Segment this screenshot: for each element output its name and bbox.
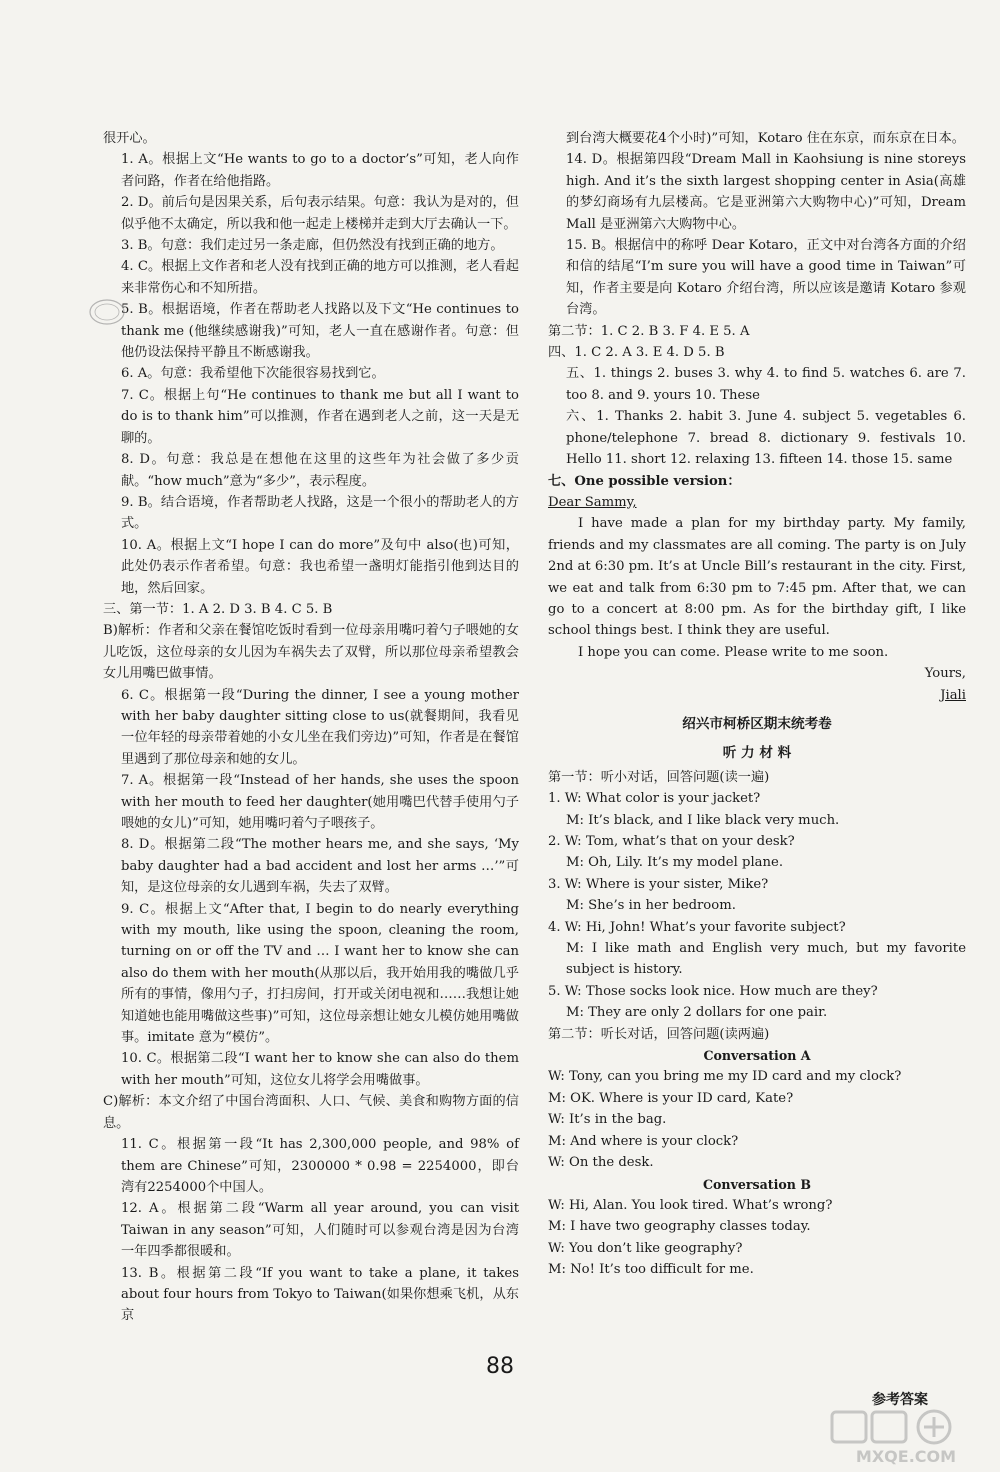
answer-paragraph: 第一节：听小对话，回答问题(读一遍) (548, 769, 770, 785)
answer-paragraph: M: I have two geography classes today. (548, 1219, 811, 1235)
answer-paragraph: I have made a plan for my birthday party. My family, friends and my classmates are all coming. The party is on July 2nd at 6:30 pm. It’s at Uncle Bill’s restaurant in the city. First, we eat and talk from 6:30 pm to 7:45 pm. After that, we can go to a concert at 8:00 pm. As for the birthday gift, I like school things best. I think they are useful. (548, 516, 967, 639)
answer-paragraph: 15. B。根据信中的称呼 Dear Kotaro，正文中对台湾各方面的介绍和信的结尾“I’m sure you will have a good time in Taiwan”可知，作者主要是向 Kotaro 介绍台湾，所以应该是邀请 Kotaro 参观台湾。 (566, 238, 966, 318)
answer-paragraph: 12. A。根据第二段“Warm all year around, you can visit Taiwan in any season”可知，人们随时可以参观台湾是因为台湾一年四季都很暖和。 (121, 1201, 519, 1260)
answer-paragraph: 9. B。结合语境，作者帮助老人找路，这是一个很小的帮助老人的方式。 (121, 494, 519, 532)
answer-paragraph: 七、One possible version： (548, 473, 741, 489)
answer-paragraph: W: Hi, Alan. You look tired. What’s wrong? (548, 1197, 833, 1213)
answer-paragraph: M: It’s black, and I like black very much. (566, 812, 840, 828)
answer-paragraph: Conversation B (703, 1176, 811, 1192)
answer-paragraph: Yours, (924, 666, 966, 682)
answer-paragraph: 第二节：听长对话，回答问题(读两遍) (548, 1026, 770, 1042)
answer-paragraph: 1. A。根据上文“He wants to go to a doctor’s”可知，老人向作者问路，作者在给他指路。 (121, 152, 519, 189)
answer-paragraph: 3. W: Where is your sister, Mike? (548, 876, 769, 892)
answer-paragraph: I hope you can come. Please write to me soon. (578, 644, 889, 660)
answer-paragraph: 六、1. Thanks 2. habit 3. June 4. subject 5. vegetables 6. phone/telephone 7. bread 8. dictionary 9. festivals 10. Hello 11. short 12. relaxing 13. fifteen 14. those 15. same (566, 409, 966, 468)
answer-paragraph: M: OK. Where is your ID card, Kate? (548, 1090, 794, 1106)
answer-paragraph: 3. B。句意：我们走过另一条走廊，但仍然没有找到正确的地方。 (121, 238, 504, 254)
answer-paragraph: M: I like math and English very much, but my favorite subject is history. (566, 941, 966, 978)
answer-paragraph: 5. W: Those socks look nice. How much are they? (548, 983, 878, 999)
answer-paragraph: 2. D。前后句是因果关系，后句表示结果。句意：我认为是对的，但似乎他不太确定，所以我和他一起走上楼梯并走到大厅去确认一下。 (121, 195, 519, 232)
answer-paragraph: W: Tony, can you bring me my ID card and my clock? (548, 1069, 902, 1085)
answer-paragraph: M: And where is your clock? (548, 1133, 739, 1149)
answer-paragraph: 1. W: What color is your jacket? (548, 791, 761, 807)
answer-paragraph: 6. C。根据第一段“During the dinner, I see a young mother with her baby daughter sitting close to us(就餐期间，我看见一位年轻的母亲带着她的小女儿坐在我们旁边)”可知，作者是在餐馆里遇到了那位母亲和她的女儿。 (121, 687, 519, 767)
answer-paragraph: M: No! It’s too difficult for me. (548, 1262, 754, 1278)
answer-paragraph: Conversation A (703, 1048, 811, 1064)
answer-paragraph: Dear Sammy, (548, 494, 637, 510)
answer-paragraph: 三、第一节：1. A 2. D 3. B 4. C 5. B (103, 601, 333, 617)
answer-paragraph: 11. C。根据第一段“It has 2,300,000 people, and 98% of them are Chinese”可知，2300000 * 0.98 = 2254000，即台湾有2254000个中国人。 (121, 1137, 519, 1195)
answer-paragraph: 4. C。根据上文作者和老人没有找到正确的地方可以推测，老人看起来非常伤心和不知所措。 (121, 259, 519, 296)
left-column (103, 128, 519, 1327)
answer-paragraph: 9. C。根据上文“After that, I begin to do nearly everything with my mouth, like using the spoon, cleaning the room, turning on or off the TV and … I want her to know she can also do them with her mouth(从那以后，我开始用我的嘴做几乎所有的事情，像用勺子，打扫房间，打开或关闭电视和……我想让她知道她也能用嘴做这些事)”可知，这位母亲想让她女儿模仿她用嘴做事。imitate 意为“模仿”。 (121, 901, 519, 1046)
page-number: 88 (486, 1354, 514, 1379)
answer-paragraph: C)解析：本文介绍了中国台湾面积、人口、气候、美食和购物方面的信息。 (103, 1094, 519, 1131)
answer-paragraph: Jiali (940, 687, 966, 703)
answer-paragraph: 2. W: Tom, what’s that on your desk? (548, 834, 795, 849)
answer-paragraph: 五、1. things 2. buses 3. why 4. to find 5. watches 6. are 7. too 8. and 9. yours 10. These (566, 366, 966, 403)
answer-paragraph: 5. B。根据语境，作者在帮助老人找路以及下文“He continues to thank me (他继续感谢我)”可知，老人一直在感谢作者。句意：但他仍设法保持平静且不断感谢我。 (121, 302, 519, 361)
answer-paragraph: W: On the desk. (548, 1155, 654, 1171)
answer-paragraph: 四、1. C 2. A 3. E 4. D 5. B (548, 345, 725, 361)
right-column (548, 128, 966, 1281)
answer-paragraph: W: It’s in the bag. (548, 1112, 667, 1128)
answer-paragraph: M: She’s in her bedroom. (566, 898, 736, 914)
svg-text:MXQE.COM: MXQE.COM (855, 1447, 957, 1466)
answer-paragraph: 13. B。根据第二段“If you want to take a plane, it takes about four hours from Tokyo to Taiwan(如果你想乘飞机，从东京 (121, 1265, 519, 1324)
answer-paragraph: 到台湾大概要花4个小时)”可知，Kotaro 住在东京，而东京在日本。 (566, 131, 965, 146)
footer-label: 参考答案 (872, 1392, 928, 1408)
answer-paragraph: 14. D。根据第四段“Dream Mall in Kaohsiung is nine storeys high. And it’s the sixth largest shopping center in Asia(高雄的梦幻商场有九层楼高。它是亚洲第六大购物中心)”可知，Dream Mall 是亚洲第六大购物中心。 (566, 152, 966, 232)
answer-paragraph: 7. A。根据第一段“Instead of her hands, she uses the spoon with her mouth to feed her daughter(她用嘴巴代替手使用勺子喂她的女儿)”可知，她用嘴叼着勺子喂孩子。 (121, 773, 519, 831)
answer-paragraph: B)解析：作者和父亲在餐馆吃饭时看到一位母亲用嘴叼着勺子喂她的女儿吃饭，这位母亲的女儿因为车祸失去了双臂，所以那位母亲希望教会女儿用嘴巴做事情。 (103, 623, 519, 682)
answer-paragraph: 4. W: Hi, John! What’s your favorite subject? (548, 919, 846, 935)
answer-paragraph: 听 力 材 料 (722, 745, 792, 762)
watermark-logo-icon (826, 1408, 986, 1468)
stamp-icon (88, 297, 126, 327)
answer-paragraph: 绍兴市柯桥区期末统考卷 (682, 715, 832, 732)
answer-paragraph: M: Oh, Lily. It’s my model plane. (566, 855, 784, 871)
answer-paragraph: 很开心。 (103, 131, 156, 146)
answer-paragraph: M: They are only 2 dollars for one pair. (566, 1005, 828, 1021)
answer-paragraph: 8. D。根据第二段“The mother hears me, and she says, ‘My baby daughter had a bad accident and lost her arms …’”可知，是这位母亲的女儿遇到车祸，失去了双臂。 (121, 837, 519, 896)
answer-paragraph: 6. A。句意：我希望他下次能很容易找到它。 (121, 366, 385, 382)
answer-paragraph: 8. D。句意：我总是在想他在这里的这些年为社会做了多少贡献。“how much”意为“多少”，表示程度。 (121, 452, 519, 489)
answer-paragraph: W: You don’t like geography? (548, 1240, 743, 1256)
answer-paragraph: 10. A。根据上文“I hope I can do more”及句中 also(也)可知，此处仍表示作者希望。句意：我也希望一盏明灯能指引他到达目的地，然后回家。 (121, 537, 519, 596)
answer-paragraph: 第二节：1. C 2. B 3. F 4. E 5. A (548, 323, 750, 339)
answer-paragraph: 10. C。根据第二段“I want her to know she can also do them with her mouth”可知，这位女儿将学会用嘴做事。 (121, 1051, 519, 1088)
answer-paragraph: 7. C。根据上句“He continues to thank me but all I want to do is to thank him”可以推测，作者在遇到老人之前，这一天是无聊的。 (121, 387, 519, 446)
